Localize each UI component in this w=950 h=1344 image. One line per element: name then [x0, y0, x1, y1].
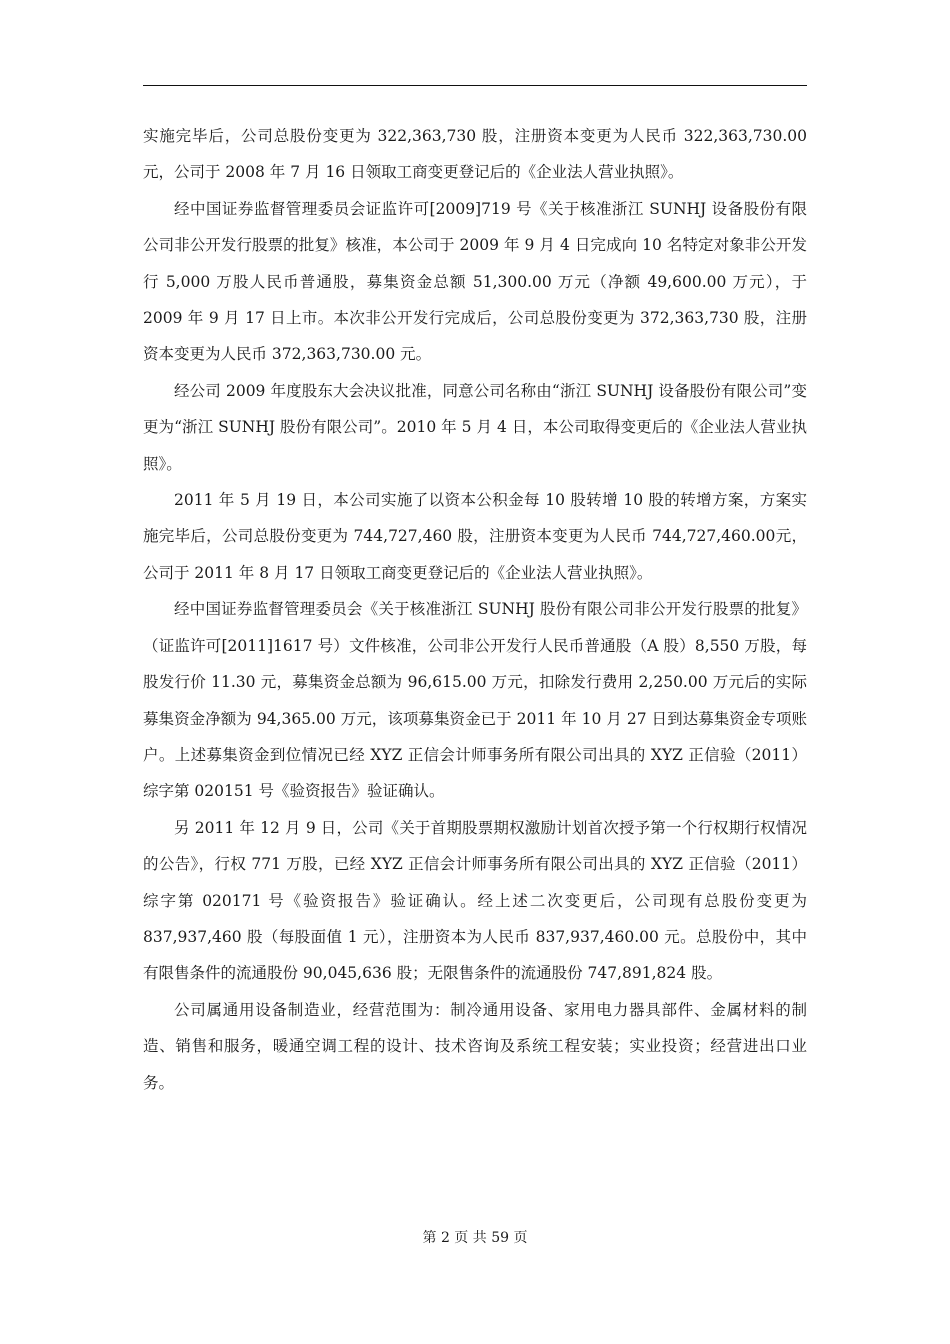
- paragraph-2011-capital-increase: 2011 年 5 月 19 日，本公司实施了以资本公积金每 10 股转增 10 股的转增方案，方案实施完毕后，公司总股份变更为 744,727,460 股，注册资本变更为人民币 744,727,460.00元，公司于 2011 年 8 月 17 日领取工商变更登记后的《企业法人营业执照》。: [143, 491, 807, 582]
- paragraph-continuation: 实施完毕后，公司总股份变更为 322,363,730 股，注册资本变更为人民币 322,363,730.00元，公司于 2008 年 7 月 16 日领取工商变更登记后的《企业法人营业执照》。: [143, 127, 807, 182]
- paragraph-stock-option-exercise: 另 2011 年 12 月 9 日，公司《关于首期股票期权激励计划首次授予第一个行权期行权情况的公告》，行权 771 万股，已经 XYZ 正信会计师事务所有限公司出具的 XYZ 正信验（2011）综字第 020171 号《验资报告》验证确认。经上述二次变更后，公司现有总股份变更为 837,937,460 股（每股面值 1 元），注册资本为人民币 837,937,460.00 元。总股份中，其中有限售条件的流通股份 90,045,636 股；无限售条件的流通股份 747,891,824 股。: [143, 818, 807, 983]
- page-number-footer: 第 2 页 共 59 页: [422, 1230, 528, 1246]
- paragraph-name-change: 经公司 2009 年度股东大会决议批准，同意公司名称由“浙江 SUNHJ 设备股份有限公司”变更为“浙江 SUNHJ 股份有限公司”。2010 年 5 月 4 日，本公司取得变更后的《企业法人营业执照》。: [143, 381, 807, 473]
- header-divider: [143, 85, 807, 86]
- paragraph-business-scope: 公司属通用设备制造业，经营范围为：制冷通用设备、家用电力器具部件、金属材料的制造、销售和服务，暖通空调工程的设计、技术咨询及系统工程安装；实业投资；经营进出口业务。: [143, 1000, 807, 1092]
- body-text: [143, 118, 807, 1101]
- paragraph-2011-private-placement: 经中国证券监督管理委员会《关于核准浙江 SUNHJ 股份有限公司非公开发行股票的批复》（证监许可[2011]1617 号）文件核准，公司非公开发行人民币普通股（A 股）8,550 万股，每股发行价 11.30 元，募集资金总额为 96,615.00 万元，扣除发行费用 2,250.00 万元后的实际募集资金净额为 94,365.00 万元，该项募集资金已于 2011 年 10 月 27 日到达募集资金专项账户。上述募集资金到位情况已经 XYZ 正信会计师事务所有限公司出具的 XYZ 正信验（2011）综字第 020151 号《验资报告》验证确认。: [143, 600, 807, 801]
- paragraph-2009-private-placement: 经中国证券监督管理委员会证监许可[2009]719 号《关于核准浙江 SUNHJ 设备股份有限公司非公开发行股票的批复》核准，本公司于 2009 年 9 月 4 日完成向 10 名特定对象非公开发行 5,000 万股人民币普通股，募集资金总额 51,300.00 万元（净额 49,600.00 万元），于 2009 年 9 月 17 日上市。本次非公开发行完成后，公司总股份变更为 372,363,730 股，注册资本变更为人民币 372,363,730.00 元。: [143, 199, 807, 364]
